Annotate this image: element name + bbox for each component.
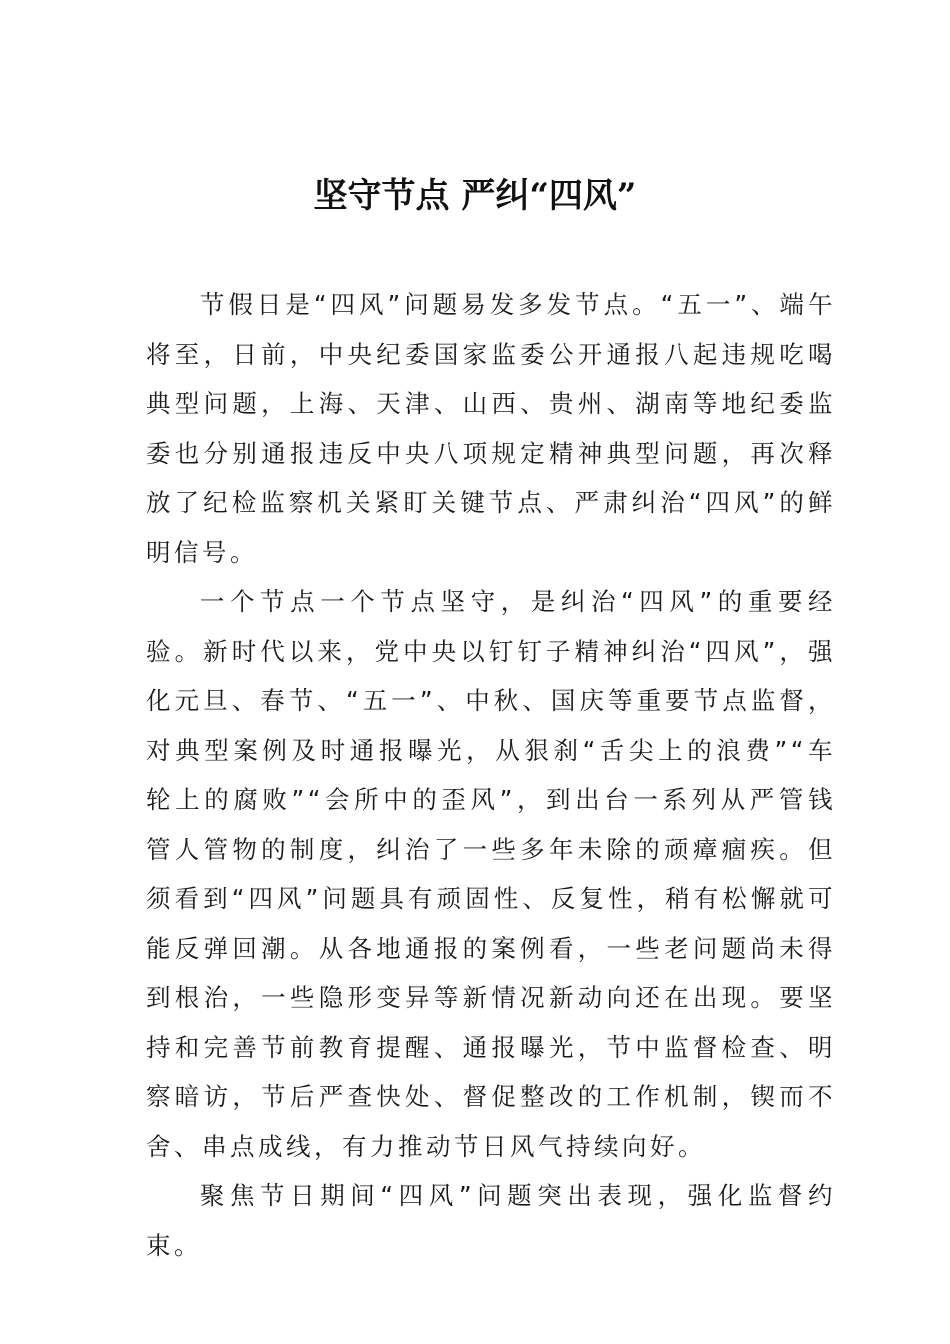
paragraph-2: 一个节点一个节点坚守，是纠治“四风”的重要经验。新时代以来，党中央以钉钉子精神纠治“四风”，强化元旦、春节、“五一”、中秋、国庆等重要节点监督，对典型案例及时通报曝光，从狠刹“舌尖上的浪费”“车轮上的腐败”“会所中的歪风”，到出台一系列从严管钱管人管物的制度，纠治了一些多年未除的顽瘴痼疾。但须看到“四风”问题具有顽固性、反复性，稍有松懈就可能反弹回潮。从各地通报的案例看，一些老问题尚未得到根治，一些隐形变异等新情况新动向还在出现。要坚持和完善节前教育提醒、通报曝光，节中监督检查、明察暗访，节后严查快处、督促整改的工作机制，锲而不舍、串点成线，有力推动节日风气持续向好。 (146, 587, 836, 1161)
paragraph-3: 聚焦节日期间“四风”问题突出表现，强化监督约束。 (146, 1181, 836, 1260)
document-title: 坚守节点 严纠“四风” (313, 176, 637, 216)
paragraph-1: 节假日是“四风”问题易发多发节点。“五一”、端午将至，日前，中央纪委国家监委公开通报八起违规吃喝典型问题，上海、天津、山西、贵州、湖南等地纪委监委也分别通报违反中央八项规定精神典型问题，再次释放了纪检监察机关紧盯关键节点、严肃纠治“四风”的鲜明信号。 (146, 290, 836, 567)
document-body (146, 280, 836, 1270)
